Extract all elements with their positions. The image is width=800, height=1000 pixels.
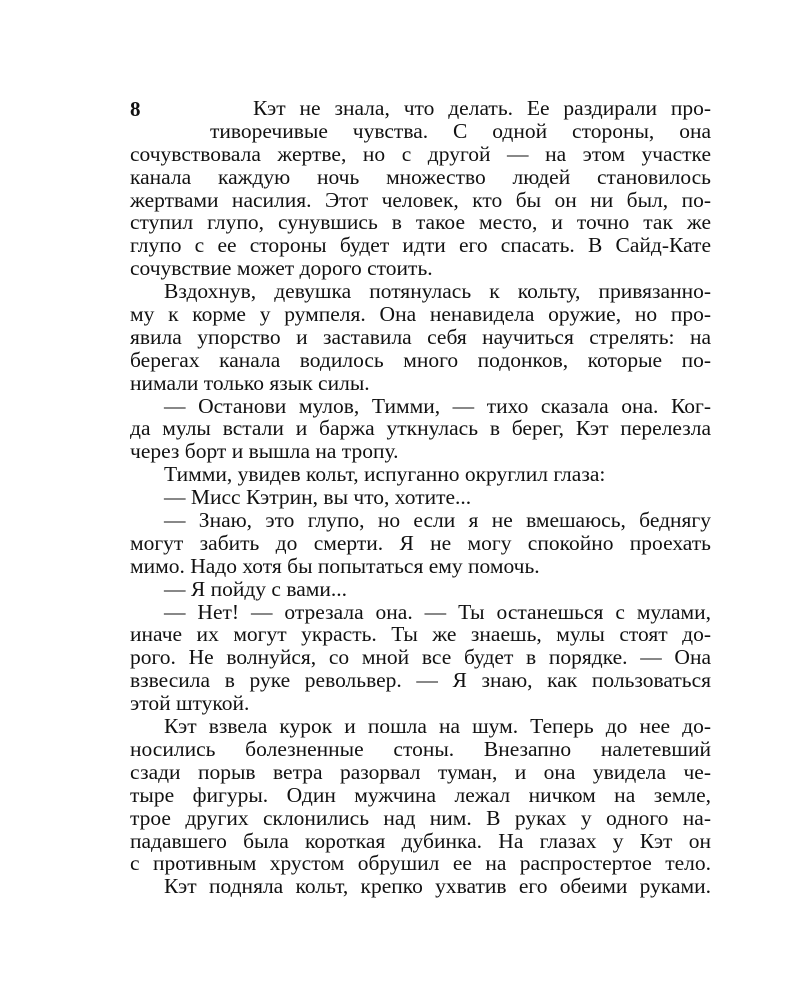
text-line: Тимми, увидев кольт, испуганно округлил глаза:	[164, 462, 606, 487]
text-line: канала каждую ночь множество людей становилось	[130, 164, 711, 189]
text-line: ступил глупо, сунувшись в такое место, и точно так же	[130, 210, 711, 235]
text-line: глупо с ее стороны будет идти его спасать. В Сайд-Кате	[130, 233, 711, 258]
text-line: тиворечивые чувства. С одной стороны, она	[210, 118, 711, 143]
text-line: явила упорство и заставила себя научиться стрелять: на	[130, 324, 711, 349]
text-line: нимали только язык силы.	[130, 370, 370, 395]
text-line: му к корме у румпеля. Она ненавидела оружие, но про-	[130, 302, 711, 327]
text-line: жертвами насилия. Этот человек, кто бы он ни был, по-	[130, 187, 711, 212]
text-line: — Нет! — отрезала она. — Ты останешься с мулами,	[164, 599, 711, 624]
text-line: — Я пойду с вами...	[164, 576, 347, 601]
text-line: рого. Не волнуйся, со мной все будет в порядке. — Она	[130, 645, 711, 670]
text-line: тыре фигуры. Один мужчина лежал ничком на земле,	[130, 782, 711, 807]
body-text	[130, 97, 711, 898]
text-line: носились болезненные стоны. Внезапно налетевший	[130, 736, 711, 761]
text-line: да мулы встали и баржа уткнулась в берег, Кэт перелезла	[130, 416, 711, 441]
text-line: сочувствие может дорого стоить.	[130, 256, 433, 281]
text-line: могут забить до смерти. Я не могу спокойно проехать	[130, 530, 711, 555]
text-line: сзади порыв ветра разорвал туман, и она увидела че-	[130, 759, 711, 784]
text-line: Кэт подняла кольт, крепко ухватив его обеими руками.	[164, 874, 711, 899]
page-number: 8	[130, 97, 141, 121]
text-line: через борт и вышла на тропу.	[130, 439, 399, 464]
text-line: берегах канала водилось много подонков, которые по-	[130, 347, 711, 372]
text-line: этой штукой.	[130, 691, 250, 716]
text-line: — Мисс Кэтрин, вы что, хотите...	[164, 485, 472, 510]
text-line: — Знаю, это глупо, но если я не вмешаюсь, беднягу	[164, 508, 711, 533]
text-line: трое других склонились над ним. В руках у одного на-	[130, 805, 711, 830]
text-line: Кэт не знала, что делать. Ее раздирали про-	[253, 96, 711, 120]
text-line: мимо. Надо хотя бы попытаться ему помочь.	[130, 553, 540, 578]
text-line: иначе их могут украсть. Ты же знаешь, мулы стоят до-	[130, 622, 711, 647]
text-line: падавшего была короткая дубинка. На глазах у Кэт он	[130, 828, 711, 853]
text-line: сочувствовала жертве, но с другой — на этом участке	[130, 141, 711, 166]
text-line: Кэт взвела курок и пошла на шум. Теперь до нее до-	[164, 714, 711, 739]
text-line: взвесила в руке револьвер. — Я знаю, как пользоваться	[130, 668, 711, 693]
text-line: Вздохнув, девушка потянулась к кольту, привязанно-	[164, 279, 711, 304]
text-line: — Останови мулов, Тимми, — тихо сказала она. Ког-	[164, 393, 711, 418]
text-line: с противным хрустом обрушил ее на распростертое тело.	[130, 851, 711, 876]
